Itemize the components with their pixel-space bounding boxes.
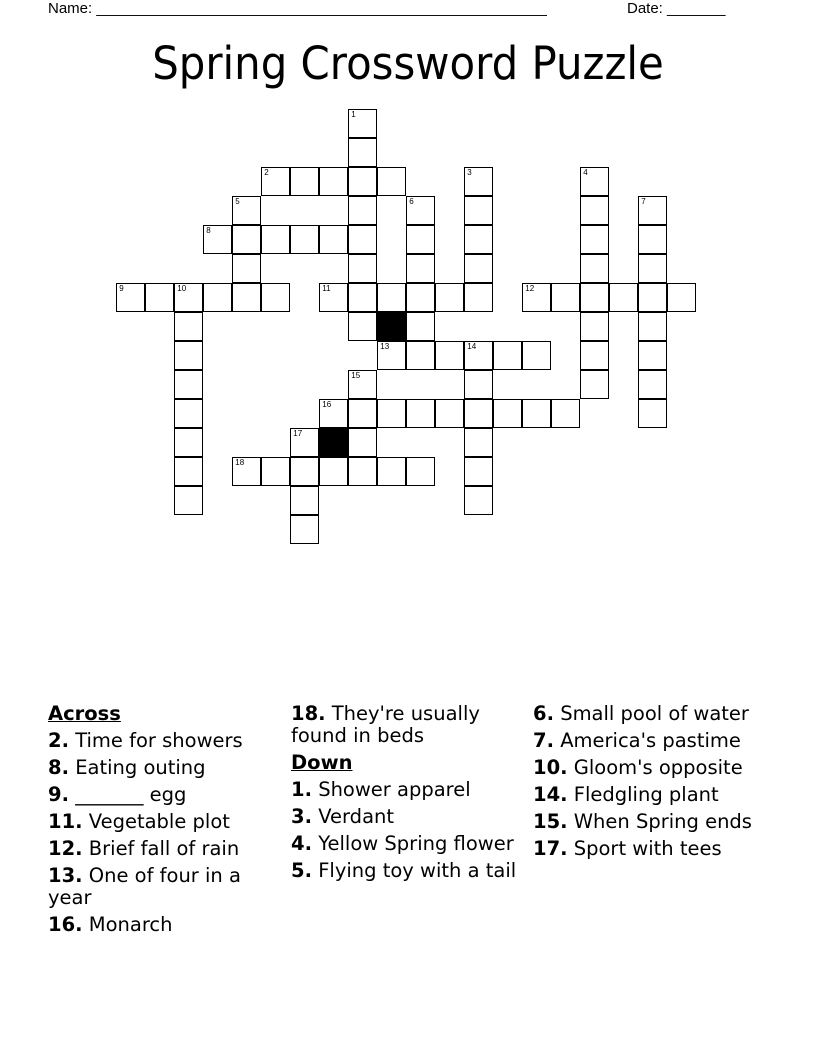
grid-cell[interactable]	[377, 341, 406, 370]
grid-cell[interactable]	[290, 225, 319, 254]
clue-number: 4	[583, 168, 588, 178]
clue-down-17: 17. Sport with tees	[533, 837, 722, 860]
grid-cell[interactable]	[493, 341, 522, 370]
clue-across-9: 9. _______ egg	[48, 783, 187, 806]
clue-across-12: 12. Brief fall of rain	[48, 837, 240, 860]
grid-cell[interactable]	[174, 457, 203, 486]
grid-cell[interactable]	[377, 167, 406, 196]
date-field[interactable]: Date: _______	[627, 0, 726, 17]
clue-down-3: 3. Verdant	[291, 805, 395, 828]
grid-cell[interactable]	[348, 428, 377, 457]
clues-column-1	[48, 703, 283, 941]
grid-cell[interactable]	[551, 283, 580, 312]
grid-cell[interactable]	[377, 399, 406, 428]
grid-cell[interactable]	[377, 457, 406, 486]
grid-cell[interactable]	[174, 341, 203, 370]
grid-cell[interactable]	[174, 283, 203, 312]
grid-cell[interactable]	[261, 225, 290, 254]
grid-cell[interactable]	[348, 399, 377, 428]
clue-across-18: 18. They're usually found in beds	[291, 702, 480, 747]
grid-cell[interactable]	[551, 399, 580, 428]
grid-cell[interactable]	[638, 312, 667, 341]
grid-cell[interactable]	[174, 399, 203, 428]
grid-cell[interactable]	[406, 399, 435, 428]
grid-cell[interactable]	[406, 196, 435, 225]
grid-cell[interactable]	[609, 283, 638, 312]
grid-cell[interactable]	[290, 457, 319, 486]
grid-cell[interactable]	[348, 196, 377, 225]
grid-cell[interactable]	[580, 283, 609, 312]
clue-number: 16	[322, 400, 332, 410]
grid-cell[interactable]	[580, 254, 609, 283]
grid-cell[interactable]	[319, 167, 348, 196]
clues-column-3	[533, 703, 768, 865]
grid-cell[interactable]	[464, 196, 493, 225]
clue-number: 7	[641, 197, 646, 207]
grid-cell[interactable]	[174, 370, 203, 399]
grid-cell[interactable]	[348, 457, 377, 486]
clue-down-10: 10. Gloom's opposite	[533, 756, 743, 779]
clue-across-13: 13. One of four in a year	[48, 864, 241, 909]
grid-cell[interactable]	[290, 428, 319, 457]
clue-across-11: 11. Vegetable plot	[48, 810, 230, 833]
grid-cell[interactable]	[464, 225, 493, 254]
grid-cell[interactable]	[319, 283, 348, 312]
clue-number: 10	[177, 284, 187, 294]
grid-cell[interactable]	[464, 370, 493, 399]
grid-cell[interactable]	[348, 283, 377, 312]
grid-cell[interactable]	[638, 225, 667, 254]
grid-cell[interactable]	[493, 399, 522, 428]
grid-cell[interactable]	[406, 283, 435, 312]
down-heading: Down	[291, 751, 353, 774]
grid-cell[interactable]	[580, 196, 609, 225]
grid-cell[interactable]	[406, 312, 435, 341]
clue-number: 18	[235, 458, 245, 468]
grid-cell[interactable]	[348, 370, 377, 399]
clue-number: 3	[467, 168, 472, 178]
clue-number: 17	[293, 429, 303, 439]
grid-cell[interactable]	[464, 254, 493, 283]
grid-cell[interactable]	[580, 341, 609, 370]
clue-down-14: 14. Fledgling plant	[533, 783, 719, 806]
grid-cell[interactable]	[377, 283, 406, 312]
grid-cell[interactable]	[145, 283, 174, 312]
grid-cell[interactable]	[348, 254, 377, 283]
clue-down-7: 7. America's pastime	[533, 729, 741, 752]
grid-cell[interactable]	[232, 254, 261, 283]
clue-number: 14	[467, 342, 477, 352]
grid-cell[interactable]	[203, 283, 232, 312]
page-title: Spring Crossword Puzzle	[152, 37, 664, 90]
clue-number: 11	[322, 284, 331, 294]
grid-cell[interactable]	[464, 167, 493, 196]
grid-cell[interactable]	[232, 196, 261, 225]
clues-column-2	[291, 703, 526, 887]
grid-cell[interactable]	[638, 399, 667, 428]
grid-cell[interactable]	[406, 254, 435, 283]
clue-down-1: 1. Shower apparel	[291, 778, 471, 801]
grid-cell[interactable]	[174, 312, 203, 341]
grid-cell[interactable]	[406, 457, 435, 486]
grid-cell[interactable]	[435, 341, 464, 370]
grid-cell[interactable]	[290, 167, 319, 196]
clue-across-16: 16. Monarch	[48, 913, 173, 936]
clue-number: 5	[235, 197, 240, 207]
grid-cell[interactable]	[638, 196, 667, 225]
clue-number: 9	[119, 284, 124, 294]
clue-across-2: 2. Time for showers	[48, 729, 243, 752]
clue-down-15: 15. When Spring ends	[533, 810, 752, 833]
grid-cell[interactable]	[319, 399, 348, 428]
black-cell	[377, 312, 406, 341]
grid-cell[interactable]	[261, 167, 290, 196]
grid-cell[interactable]	[580, 370, 609, 399]
name-field[interactable]: Name: ______________________________________________________	[48, 0, 547, 17]
grid-cell[interactable]	[638, 341, 667, 370]
grid-cell[interactable]	[319, 225, 348, 254]
grid-cell[interactable]	[522, 399, 551, 428]
grid-cell[interactable]	[348, 225, 377, 254]
clue-down-5: 5. Flying toy with a tail	[291, 859, 517, 882]
clue-across-8: 8. Eating outing	[48, 756, 206, 779]
grid-cell[interactable]	[290, 486, 319, 515]
grid-cell[interactable]	[232, 283, 261, 312]
clue-number: 12	[525, 284, 535, 294]
grid-cell[interactable]	[580, 312, 609, 341]
grid-cell[interactable]	[290, 515, 319, 544]
grid-cell[interactable]	[464, 428, 493, 457]
grid-cell[interactable]	[348, 138, 377, 167]
grid-cell[interactable]	[435, 399, 464, 428]
grid-cell[interactable]	[348, 312, 377, 341]
grid-cell[interactable]	[319, 457, 348, 486]
grid-cell[interactable]	[464, 399, 493, 428]
grid-cell[interactable]	[580, 225, 609, 254]
clue-number: 15	[351, 371, 361, 381]
grid-cell[interactable]	[174, 428, 203, 457]
grid-cell[interactable]	[203, 225, 232, 254]
grid-cell[interactable]	[638, 254, 667, 283]
clue-number: 1	[351, 110, 356, 120]
clue-number: 6	[409, 197, 414, 207]
clue-down-4: 4. Yellow Spring flower	[291, 832, 514, 855]
grid-cell[interactable]	[522, 283, 551, 312]
grid-cell[interactable]	[435, 283, 464, 312]
grid-cell[interactable]	[116, 283, 145, 312]
grid-cell[interactable]	[232, 457, 261, 486]
across-heading: Across	[48, 702, 121, 725]
grid-cell[interactable]	[638, 283, 667, 312]
clue-number: 13	[380, 342, 390, 352]
grid-cell[interactable]	[348, 167, 377, 196]
grid-cell[interactable]	[638, 370, 667, 399]
grid-cell[interactable]	[464, 341, 493, 370]
grid-cell[interactable]	[580, 167, 609, 196]
black-cell	[319, 428, 348, 457]
clue-number: 8	[206, 226, 211, 236]
grid-cell[interactable]	[406, 341, 435, 370]
grid-cell[interactable]	[232, 225, 261, 254]
grid-cell[interactable]	[261, 283, 290, 312]
grid-cell[interactable]	[464, 283, 493, 312]
clue-number: 2	[264, 168, 269, 178]
grid-cell[interactable]	[348, 109, 377, 138]
grid-cell[interactable]	[464, 457, 493, 486]
grid-cell[interactable]	[261, 457, 290, 486]
clue-down-6: 6. Small pool of water	[533, 702, 749, 725]
grid-cell[interactable]	[522, 341, 551, 370]
grid-cell[interactable]	[406, 225, 435, 254]
grid-cell[interactable]	[174, 486, 203, 515]
grid-cell[interactable]	[667, 283, 696, 312]
grid-cell[interactable]	[464, 486, 493, 515]
